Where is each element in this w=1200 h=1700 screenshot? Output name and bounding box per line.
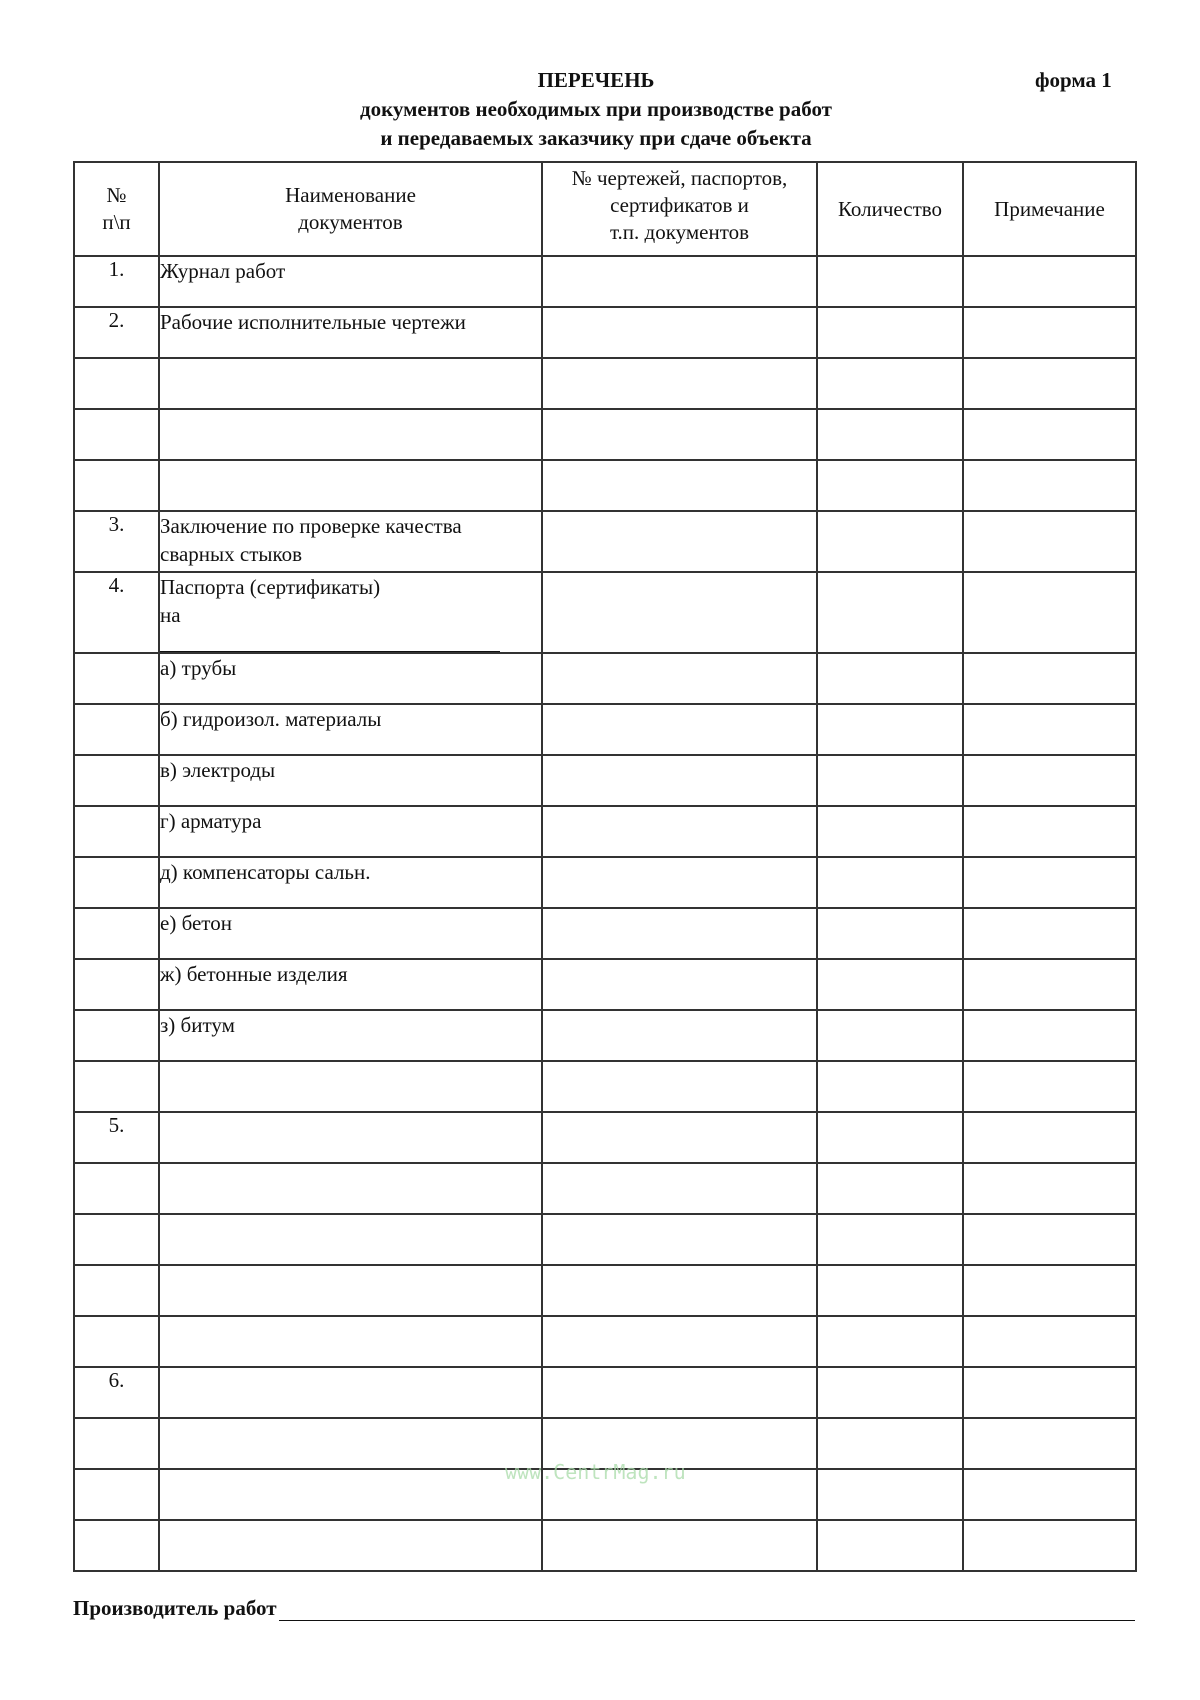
- table-row: [74, 511, 1136, 572]
- document-name-cell[interactable]: [159, 572, 542, 653]
- drawings-cell[interactable]: [542, 256, 817, 307]
- note-cell[interactable]: [963, 1163, 1136, 1214]
- document-name: в) электроды: [160, 758, 276, 782]
- note-cell[interactable]: [963, 256, 1136, 307]
- row-number-cell: 6.: [74, 1367, 159, 1418]
- document-subtitle-line-2: и передаваемых заказчику при сдаче объекта: [380, 126, 812, 150]
- document-name-cell[interactable]: [159, 1010, 542, 1061]
- table-row: [74, 1214, 1136, 1265]
- row-number-cell: [74, 1418, 159, 1469]
- drawings-cell[interactable]: [542, 358, 817, 409]
- watermark-text: www.CentrMag.ru: [505, 1460, 686, 1484]
- document-name-cell[interactable]: [159, 1316, 542, 1367]
- document-name-cell[interactable]: [159, 1214, 542, 1265]
- quantity-cell[interactable]: [817, 511, 963, 572]
- quantity-cell[interactable]: [817, 256, 963, 307]
- drawings-cell[interactable]: [542, 1163, 817, 1214]
- column-header-quantity: Количество: [817, 162, 963, 256]
- documents-table: [73, 161, 1137, 1572]
- row-number-cell: 1.: [74, 256, 159, 307]
- quantity-cell[interactable]: [817, 1163, 963, 1214]
- row-number-cell: [74, 1061, 159, 1112]
- document-name-cell[interactable]: [159, 1520, 542, 1571]
- table-row: [74, 1010, 1136, 1061]
- drawings-cell[interactable]: [542, 1520, 817, 1571]
- document-name-cell[interactable]: [159, 857, 542, 908]
- document-name: г) арматура: [160, 809, 262, 833]
- note-cell[interactable]: [963, 1214, 1136, 1265]
- drawings-cell[interactable]: [542, 511, 817, 572]
- table-row: [74, 755, 1136, 806]
- document-name: Журнал работ: [160, 259, 286, 283]
- row-number-cell: [74, 857, 159, 908]
- row-number-cell: 2.: [74, 307, 159, 358]
- document-name: з) битум: [160, 1013, 235, 1037]
- note-cell[interactable]: [963, 1061, 1136, 1112]
- document-name-cell[interactable]: [159, 307, 542, 358]
- table-row: [74, 959, 1136, 1010]
- document-name-cell[interactable]: [159, 358, 542, 409]
- document-title: ПЕРЕЧЕНЬ: [537, 68, 655, 92]
- document-name-cell[interactable]: [159, 1112, 542, 1163]
- drawings-cell[interactable]: [542, 908, 817, 959]
- column-header-drawings-line-1: № чертежей, паспортов,: [571, 166, 788, 190]
- quantity-cell[interactable]: [817, 1061, 963, 1112]
- drawings-cell[interactable]: [542, 959, 817, 1010]
- drawings-cell[interactable]: [542, 1061, 817, 1112]
- row-number-cell: 5.: [74, 1112, 159, 1163]
- quantity-cell[interactable]: [817, 1418, 963, 1469]
- drawings-cell[interactable]: [542, 1112, 817, 1163]
- document-name-cell[interactable]: [159, 409, 542, 460]
- column-header-name: [159, 162, 542, 256]
- drawings-cell[interactable]: [542, 572, 817, 653]
- note-cell[interactable]: [963, 1469, 1136, 1520]
- quantity-cell[interactable]: [817, 1010, 963, 1061]
- row-number-cell: 3.: [74, 511, 159, 572]
- row-number-cell: [74, 755, 159, 806]
- column-header-drawings-line-2: сертификатов и: [610, 193, 749, 217]
- document-name-cell[interactable]: [159, 959, 542, 1010]
- document-name: е) бетон: [160, 911, 232, 935]
- note-cell[interactable]: [963, 1265, 1136, 1316]
- drawings-cell[interactable]: [542, 755, 817, 806]
- row-number-cell: [74, 704, 159, 755]
- producer-label: Производитель работ: [73, 1596, 277, 1620]
- quantity-cell[interactable]: [817, 959, 963, 1010]
- quantity-cell[interactable]: [817, 1265, 963, 1316]
- table-row: [74, 460, 1136, 511]
- quantity-cell[interactable]: [817, 1367, 963, 1418]
- document-name-cell[interactable]: [159, 256, 542, 307]
- table-row: [74, 1061, 1136, 1112]
- table-row: [74, 806, 1136, 857]
- row-number-cell: [74, 806, 159, 857]
- drawings-cell[interactable]: [542, 1367, 817, 1418]
- document-name-cell[interactable]: [159, 704, 542, 755]
- table-row: [74, 1265, 1136, 1316]
- document-name-cell[interactable]: [159, 1061, 542, 1112]
- note-cell[interactable]: [963, 511, 1136, 572]
- quantity-cell[interactable]: [817, 806, 963, 857]
- table-row: [74, 857, 1136, 908]
- document-name-cell[interactable]: [159, 806, 542, 857]
- row-number-cell: [74, 1469, 159, 1520]
- note-cell[interactable]: [963, 1520, 1136, 1571]
- quantity-cell[interactable]: [817, 358, 963, 409]
- drawings-cell[interactable]: [542, 704, 817, 755]
- column-header-drawings-line-3: т.п. документов: [609, 220, 750, 244]
- row-number-cell: [74, 1520, 159, 1571]
- note-cell[interactable]: [963, 1112, 1136, 1163]
- document-name-line-2: [160, 601, 541, 652]
- table-row: [74, 908, 1136, 959]
- table-row: [74, 1316, 1136, 1367]
- note-cell[interactable]: [963, 1316, 1136, 1367]
- drawings-cell[interactable]: [542, 307, 817, 358]
- note-cell[interactable]: [963, 1418, 1136, 1469]
- quantity-cell[interactable]: [817, 460, 963, 511]
- note-cell[interactable]: [963, 1010, 1136, 1061]
- table-row: [74, 1367, 1136, 1418]
- document-name-cell[interactable]: [159, 1265, 542, 1316]
- document-name-cell[interactable]: [159, 1163, 542, 1214]
- document-name: Заключение по проверке качества: [160, 514, 462, 538]
- document-name-cell[interactable]: [159, 1367, 542, 1418]
- row-number-cell: [74, 653, 159, 704]
- quantity-cell[interactable]: [817, 307, 963, 358]
- fill-in-blank[interactable]: [160, 629, 500, 652]
- note-cell[interactable]: [963, 806, 1136, 857]
- table-row: [74, 1163, 1136, 1214]
- note-cell[interactable]: [963, 908, 1136, 959]
- note-cell[interactable]: [963, 409, 1136, 460]
- note-cell[interactable]: [963, 704, 1136, 755]
- table-row: [74, 256, 1136, 307]
- document-name-cell[interactable]: [159, 908, 542, 959]
- document-name-cell[interactable]: [159, 1469, 542, 1520]
- document-name: Рабочие исполнительные чертежи: [160, 310, 466, 334]
- document-name-cell[interactable]: [159, 755, 542, 806]
- drawings-cell[interactable]: [542, 653, 817, 704]
- document-name-cell[interactable]: [159, 511, 542, 572]
- row-number-cell: [74, 908, 159, 959]
- quantity-cell[interactable]: [817, 1112, 963, 1163]
- drawings-cell[interactable]: [542, 1265, 817, 1316]
- row-number-cell: [74, 1214, 159, 1265]
- note-cell[interactable]: [963, 572, 1136, 653]
- column-header-drawings: [542, 162, 817, 256]
- table-row: [74, 358, 1136, 409]
- table-row: [74, 1112, 1136, 1163]
- document-name: Паспорта (сертификаты): [160, 575, 381, 599]
- quantity-cell[interactable]: [817, 409, 963, 460]
- row-number-cell: [74, 1010, 159, 1061]
- table-row: [74, 1520, 1136, 1571]
- note-cell[interactable]: [963, 653, 1136, 704]
- note-cell[interactable]: [963, 959, 1136, 1010]
- column-header-number-line-1: №: [106, 183, 127, 207]
- drawings-cell[interactable]: [542, 460, 817, 511]
- drawings-cell[interactable]: [542, 806, 817, 857]
- document-name-line-2: [160, 540, 541, 568]
- document-subtitle-line-1: документов необходимых при производстве работ: [359, 97, 833, 121]
- document-name-cell[interactable]: [159, 653, 542, 704]
- table-row: [74, 307, 1136, 358]
- quantity-cell[interactable]: [817, 908, 963, 959]
- producer-signature-line: [73, 1596, 1135, 1621]
- quantity-cell[interactable]: [817, 755, 963, 806]
- quantity-cell[interactable]: [817, 1469, 963, 1520]
- table-row: [74, 409, 1136, 460]
- quantity-cell[interactable]: [817, 572, 963, 653]
- quantity-cell[interactable]: [817, 704, 963, 755]
- row-number-cell: [74, 959, 159, 1010]
- note-cell[interactable]: [963, 1367, 1136, 1418]
- form-number-label: форма 1: [1035, 68, 1112, 92]
- quantity-cell[interactable]: [817, 1316, 963, 1367]
- row-number-cell: 4.: [74, 572, 159, 653]
- document-name-cell[interactable]: [159, 1418, 542, 1469]
- document-name-line-2-text: на: [160, 603, 181, 627]
- row-number-cell: [74, 358, 159, 409]
- document-name: ж) бетонные изделия: [160, 962, 348, 986]
- document-name-cell[interactable]: [159, 460, 542, 511]
- row-number-cell: [74, 1316, 159, 1367]
- row-number-cell: [74, 460, 159, 511]
- column-header-number-line-2: п\п: [102, 210, 131, 234]
- row-number-cell: [74, 409, 159, 460]
- table-body: [74, 256, 1136, 1571]
- table-row: [74, 704, 1136, 755]
- column-header-number: [74, 162, 159, 256]
- document-name: б) гидроизол. материалы: [160, 707, 382, 731]
- producer-signature-blank[interactable]: [279, 1598, 1135, 1621]
- document-title-block: [0, 66, 1200, 153]
- note-cell[interactable]: [963, 857, 1136, 908]
- table-row: [74, 653, 1136, 704]
- row-number-cell: [74, 1265, 159, 1316]
- drawings-cell[interactable]: [542, 1010, 817, 1061]
- column-header-note: Примечание: [963, 162, 1136, 256]
- note-cell[interactable]: [963, 307, 1136, 358]
- note-cell[interactable]: [963, 460, 1136, 511]
- column-header-name-line-1: Наименование: [285, 183, 416, 207]
- drawings-cell[interactable]: [542, 1214, 817, 1265]
- table-row: [74, 572, 1136, 653]
- note-cell[interactable]: [963, 755, 1136, 806]
- table-header-row: [74, 162, 1136, 256]
- document-name: д) компенсаторы сальн.: [160, 860, 371, 884]
- quantity-cell[interactable]: [817, 653, 963, 704]
- drawings-cell[interactable]: [542, 409, 817, 460]
- document-name-line-2-text: сварных стыков: [160, 542, 303, 566]
- column-header-name-line-2: документов: [298, 210, 403, 234]
- drawings-cell[interactable]: [542, 1316, 817, 1367]
- document-name: а) трубы: [160, 656, 237, 680]
- quantity-cell[interactable]: [817, 1214, 963, 1265]
- quantity-cell[interactable]: [817, 1520, 963, 1571]
- drawings-cell[interactable]: [542, 857, 817, 908]
- row-number-cell: [74, 1163, 159, 1214]
- quantity-cell[interactable]: [817, 857, 963, 908]
- note-cell[interactable]: [963, 358, 1136, 409]
